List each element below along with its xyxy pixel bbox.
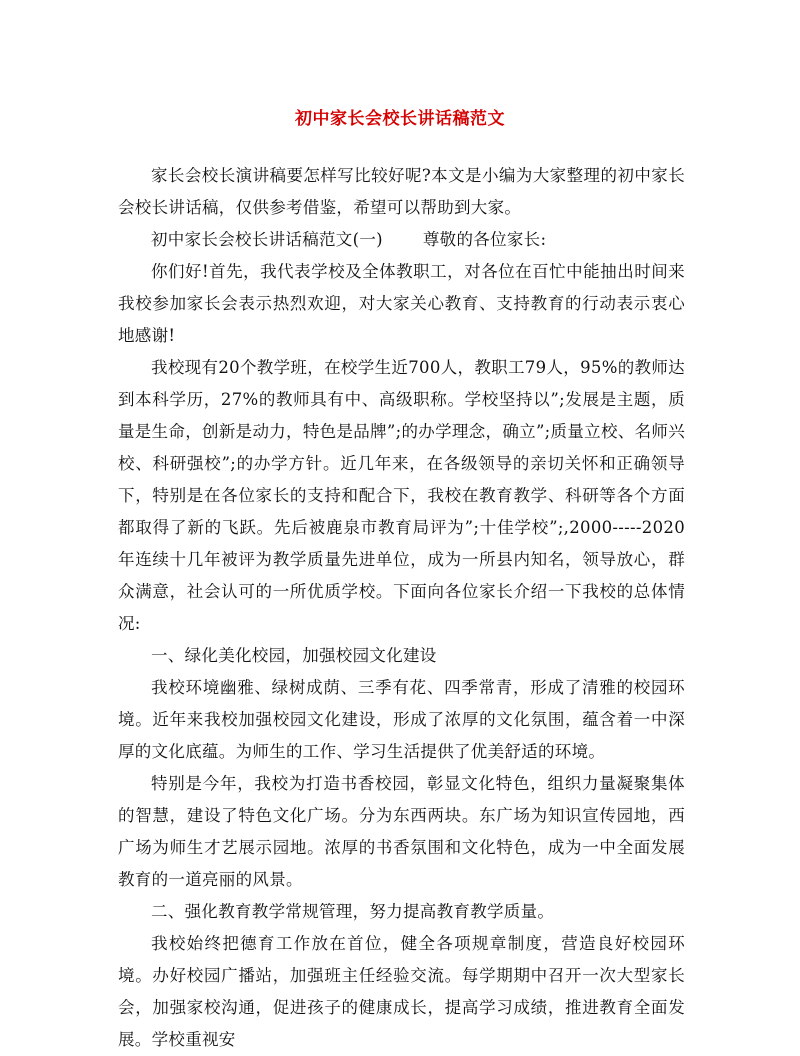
section-heading-1: 一、绿化美化校园，加强校园文化建设 bbox=[151, 646, 437, 665]
speech-heading-line bbox=[118, 224, 685, 256]
speech-heading: 初中家长会校长讲话稿范文(一) bbox=[151, 230, 383, 249]
culture-square-paragraph: 特别是今年，我校为打造书香校园，彰显文化特色，组织力量凝聚集体的智慧，建设了特色文化广场。分为东西两块。东广场为知识宣传园地，西广场为师生才艺展示园地。浓厚的书香氛围和文化特色，成为一中全面发展教育的一道亮丽的风景。 bbox=[118, 774, 685, 889]
section-heading-2: 二、强化教育教学常规管理，努力提高教育教学质量。 bbox=[151, 902, 555, 921]
welcome-paragraph: 你们好!首先，我代表学校及全体教职工，对各位在百忙中能抽出时间来我校参加家长会表示热烈欢迎，对大家关心教育、支持教育的行动表示衷心地感谢! bbox=[118, 262, 685, 345]
campus-environment-paragraph: 我校环境幽雅、绿树成荫、三季有花、四季常青，形成了清雅的校园环境。近年来我校加强校园文化建设，形成了浓厚的文化氛围，蕴含着一中深厚的文化底蕴。为师生的工作、学习生活提供了优美舒适的环境。 bbox=[118, 678, 685, 761]
school-overview-paragraph: 我校现有20个教学班，在校学生近700人，教职工79人，95%的教师达到本科学历，27%的教师具有中、高级职称。学校坚持以”;发展是主题，质量是生命，创新是动力，特色是品牌”;的办学理念，确立”;质量立校、名师兴校、科研强校”;的办学方针。近几年来，在各级领导的亲切关怀和正确领导下，特别是在各位家长的支持和配合下，我校在教育教学、科研等各个方面都取得了新的飞跃。先后被鹿泉市教育局评为”;十佳学校”;,2000-----2020年连续十几年被评为教学质量先进单位，成为一所县内知名，领导放心，群众满意，社会认可的一所优质学校。下面向各位家长介绍一下我校的总体情况: bbox=[118, 358, 685, 633]
document-body bbox=[118, 160, 685, 1056]
salutation: 尊敬的各位家长: bbox=[422, 230, 547, 249]
moral-education-paragraph: 我校始终把德育工作放在首位，健全各项规章制度，营造良好校园环境。办好校园广播站，加强班主任经验交流。每学期期中召开一次大型家长会，加强家校沟通，促进孩子的健康成长，提高学习成绩，推进教育全面发展。学校重视安 bbox=[118, 934, 685, 1049]
intro-paragraph: 家长会校长演讲稿要怎样写比较好呢?本文是小编为大家整理的初中家长会校长讲话稿，仅供参考借鉴，希望可以帮助到大家。 bbox=[118, 166, 685, 217]
document-title: 初中家长会校长讲话稿范文 bbox=[295, 109, 505, 129]
